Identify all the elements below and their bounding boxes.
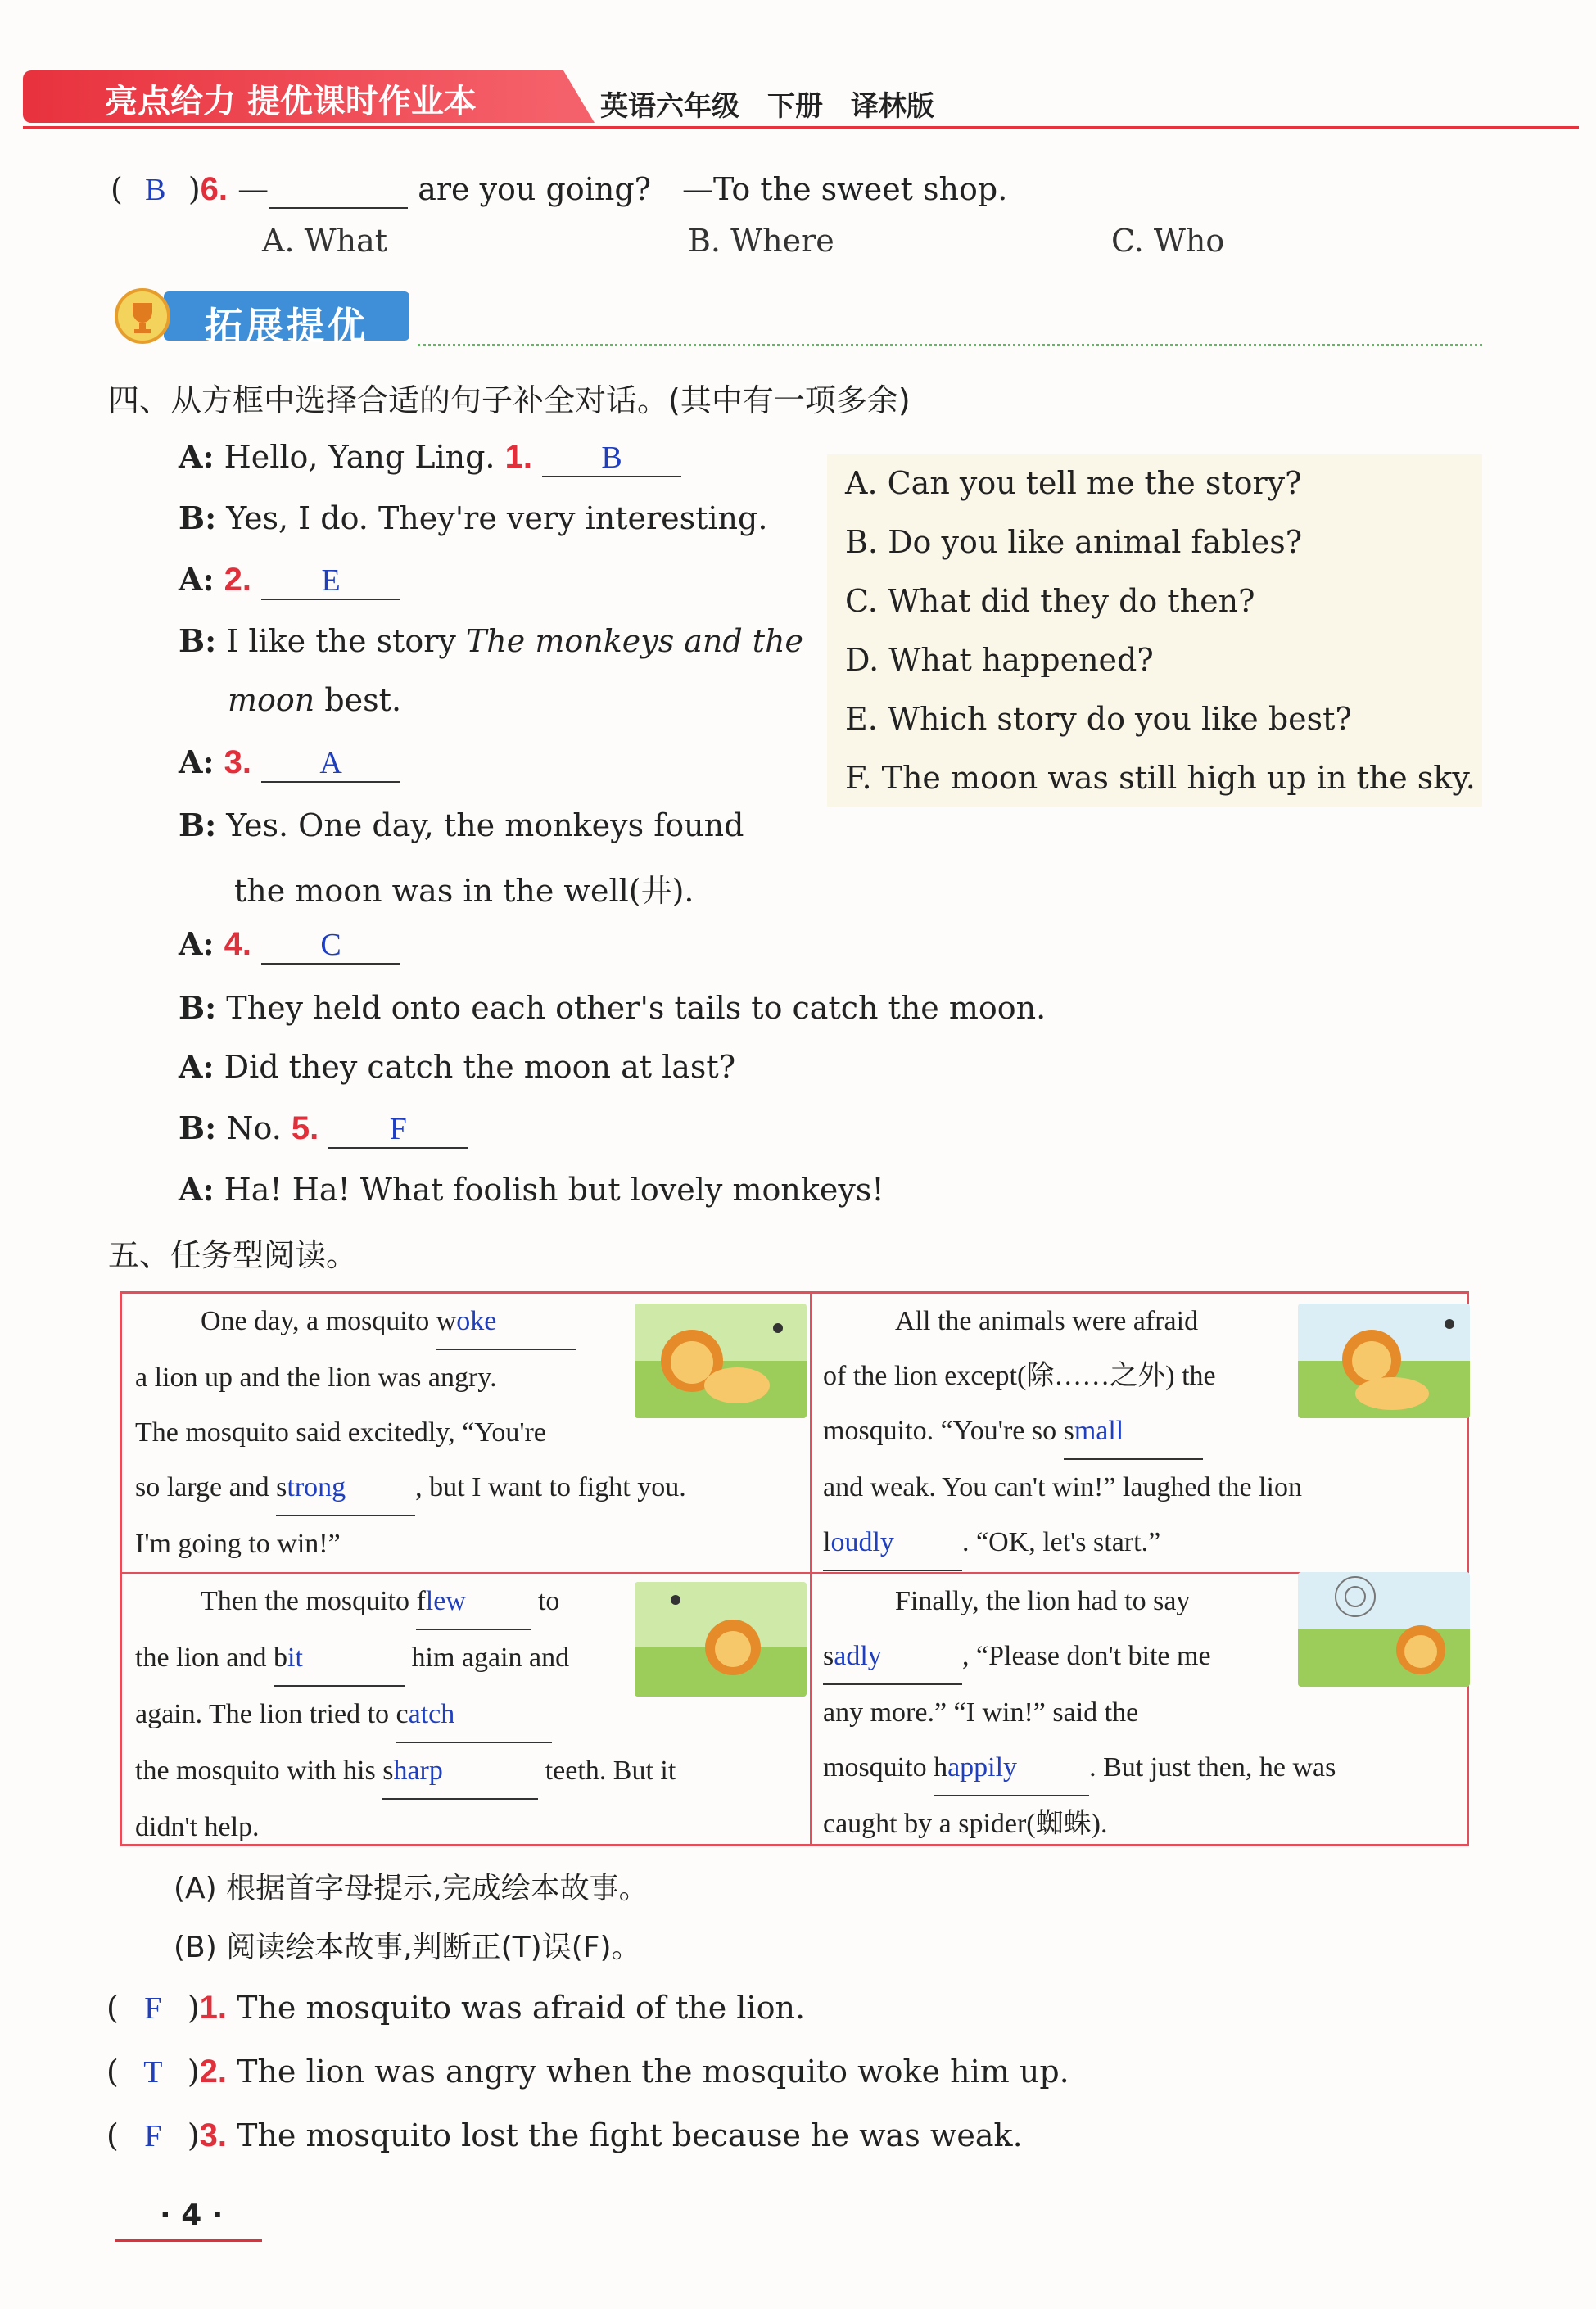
story-title: The monkeys and the bbox=[465, 623, 804, 659]
story-text: mosquito bbox=[823, 1752, 927, 1783]
tf-text: The mosquito lost the fight because he was weak. bbox=[237, 2117, 1023, 2153]
story-answer: trong bbox=[287, 1472, 346, 1502]
header-underline bbox=[23, 126, 1579, 129]
hint-letter: b bbox=[274, 1643, 288, 1673]
table-divider bbox=[810, 1294, 812, 1844]
story-text: , “Please don't bite me bbox=[962, 1641, 1211, 1671]
question-number: 1. bbox=[199, 1990, 228, 2026]
question-6: ( B )6. — are you going? —To the sweet shop. bbox=[111, 171, 1008, 207]
dialogue-text: No. bbox=[226, 1110, 282, 1146]
section-5-heading: 五、任务型阅读。 bbox=[108, 1237, 358, 1273]
story-text: Finally, the lion had to say bbox=[895, 1586, 1191, 1616]
story-text: any more.” “I win!” said the bbox=[823, 1697, 1139, 1728]
answer-blank-5: F bbox=[328, 1111, 468, 1149]
dialogue-line-2 bbox=[179, 499, 767, 536]
dialogue-line-5 bbox=[179, 743, 400, 783]
story-blank bbox=[382, 1743, 538, 1800]
tf-question-2: ( T )2. The lion was angry when the mosquito woke him up. bbox=[106, 2054, 1069, 2090]
q6-option-a: A. What bbox=[262, 223, 388, 259]
story-table bbox=[120, 1291, 1469, 1846]
story-answer: atch bbox=[408, 1699, 455, 1729]
story-answer: mall bbox=[1074, 1416, 1124, 1446]
tf-text: The mosquito was afraid of the lion. bbox=[237, 1990, 806, 2026]
options-box bbox=[827, 454, 1482, 807]
answer-q6: B bbox=[145, 173, 166, 207]
trophy-icon bbox=[115, 288, 170, 344]
story-answer: oke bbox=[456, 1306, 497, 1336]
story-answer: it bbox=[287, 1643, 303, 1673]
speaker: B: bbox=[179, 1109, 217, 1146]
tf-answer: F bbox=[144, 1991, 162, 2026]
dialogue-line-9 bbox=[179, 1048, 735, 1085]
q6-blank bbox=[269, 171, 408, 209]
dialogue-text: Did they catch the moon at last? bbox=[224, 1049, 736, 1085]
story-answer: harp bbox=[393, 1755, 443, 1786]
story-text: teeth. But it bbox=[545, 1755, 676, 1786]
story-text: I'm going to win!” bbox=[135, 1529, 341, 1559]
speaker: A: bbox=[179, 1171, 215, 1208]
blank-number: 2. bbox=[224, 562, 251, 598]
story-text: the mosquito with his bbox=[135, 1755, 376, 1786]
speaker: A: bbox=[179, 438, 215, 475]
dialogue-line-6 bbox=[179, 807, 744, 843]
section-banner bbox=[115, 288, 418, 348]
tf-question-1: ( F )1. The mosquito was afraid of the lion. bbox=[106, 1990, 806, 2026]
hint-letter: s bbox=[1063, 1416, 1074, 1446]
hint-letter: f bbox=[416, 1586, 426, 1616]
header-title: 亮点给力 提优课时作业本 bbox=[105, 83, 477, 120]
speaker: A: bbox=[179, 743, 215, 780]
story-blank bbox=[274, 1630, 405, 1687]
option-c: C. What did they do then? bbox=[845, 583, 1255, 619]
dialogue-text: Yes. One day, the monkeys found bbox=[226, 807, 744, 843]
question-number: 3. bbox=[199, 2117, 228, 2153]
option-d: D. What happened? bbox=[845, 642, 1154, 678]
dialogue-line-7 bbox=[179, 925, 400, 965]
hint-letter: w bbox=[436, 1306, 457, 1336]
dialogue-line-3 bbox=[179, 561, 400, 600]
task-b-instruction: (B) 阅读绘本故事,判断正(T)误(F)。 bbox=[174, 1931, 641, 1964]
hint-letter: c bbox=[396, 1699, 409, 1729]
page-header bbox=[23, 64, 1579, 128]
story-text: One day, a mosquito bbox=[201, 1306, 430, 1336]
story-text: to bbox=[537, 1586, 560, 1616]
story-blank bbox=[436, 1294, 576, 1350]
dialogue-line-10 bbox=[179, 1109, 468, 1149]
story-text: so large and bbox=[135, 1472, 269, 1502]
story-blank bbox=[823, 1629, 962, 1685]
answer-blank-3: A bbox=[261, 745, 400, 783]
story-blank bbox=[416, 1574, 531, 1630]
dialogue-text: Ha! Ha! What foolish but lovely monkeys! bbox=[224, 1172, 884, 1208]
question-number: 2. bbox=[199, 2054, 228, 2090]
dialogue-line-1 bbox=[179, 438, 681, 477]
story-text: and weak. You can't win!” laughed the lion bbox=[823, 1472, 1302, 1502]
dialogue-text: They held onto each other's tails to catch the moon. bbox=[226, 990, 1047, 1026]
speaker: A: bbox=[179, 1048, 215, 1085]
hint-letter: s bbox=[823, 1641, 834, 1671]
tf-answer: F bbox=[144, 2119, 162, 2153]
q6-option-c: C. Who bbox=[1111, 223, 1225, 259]
spider-web-illustration bbox=[1298, 1572, 1470, 1687]
dialogue-line-6b: the moon was in the well(井). bbox=[234, 873, 694, 909]
story-text: didn't help. bbox=[135, 1812, 260, 1842]
blank-number: 4. bbox=[224, 926, 251, 962]
tf-question-3: ( F )3. The mosquito lost the fight because he was weak. bbox=[106, 2117, 1023, 2153]
story-text: , but I want to fight you. bbox=[415, 1472, 686, 1502]
blank-number: 5. bbox=[291, 1110, 319, 1146]
answer-blank-1: B bbox=[542, 440, 681, 477]
dialogue-text: best. bbox=[324, 682, 402, 718]
story-blank bbox=[276, 1460, 415, 1516]
story-text: . “OK, let's start.” bbox=[962, 1527, 1161, 1557]
q6-text: are you going? —To the sweet shop. bbox=[418, 171, 1008, 207]
story-text: a lion up and the lion was angry. bbox=[135, 1362, 497, 1393]
q6-dash: — bbox=[237, 171, 269, 207]
story-text: The mosquito said excitedly, “You're bbox=[135, 1417, 546, 1448]
story-title: moon bbox=[228, 682, 315, 718]
speaker: B: bbox=[179, 622, 217, 659]
story-answer: adly bbox=[834, 1641, 882, 1671]
story-answer: lew bbox=[425, 1586, 466, 1616]
answer-blank-2: E bbox=[261, 563, 400, 600]
story-text: the lion and bbox=[135, 1643, 267, 1673]
story-answer: appily bbox=[947, 1752, 1018, 1783]
story-answer: oudly bbox=[830, 1527, 894, 1557]
story-text: him again and bbox=[411, 1643, 570, 1673]
banner-title: 拓展提优 bbox=[205, 304, 368, 348]
hint-letter: h bbox=[934, 1752, 948, 1783]
story-blank bbox=[1064, 1403, 1203, 1460]
story-text: All the animals were afraid bbox=[895, 1306, 1199, 1336]
option-b: B. Do you like animal fables? bbox=[845, 524, 1303, 560]
story-blank bbox=[396, 1687, 552, 1743]
lion-laughing-illustration bbox=[1298, 1304, 1470, 1418]
banner-divider bbox=[418, 344, 1482, 346]
dialogue-line-4 bbox=[179, 622, 803, 659]
speaker: B: bbox=[179, 807, 217, 843]
story-text: caught by a spider(蜘蛛). bbox=[823, 1809, 1108, 1839]
blank-number: 3. bbox=[224, 744, 251, 780]
dialogue-text: I like the story bbox=[226, 623, 456, 659]
dialogue-text: Yes, I do. They're very interesting. bbox=[226, 500, 768, 536]
option-e: E. Which story do you like best? bbox=[845, 701, 1352, 737]
dialogue-line-4b bbox=[228, 682, 401, 718]
task-a-instruction: (A) 根据首字母提示,完成绘本故事。 bbox=[174, 1872, 649, 1905]
option-f: F. The moon was still high up in the sky. bbox=[845, 760, 1476, 796]
page-number: · 4 · bbox=[160, 2198, 224, 2232]
story-blank bbox=[934, 1740, 1089, 1796]
speaker: A: bbox=[179, 925, 215, 962]
option-a: A. Can you tell me the story? bbox=[845, 465, 1302, 501]
tf-answer: T bbox=[143, 2055, 163, 2090]
hint-letter: s bbox=[276, 1472, 287, 1502]
dialogue-line-11 bbox=[179, 1171, 884, 1208]
hint-letter: l bbox=[823, 1527, 831, 1557]
blank-number: 1. bbox=[504, 439, 532, 475]
answer-blank-4: C bbox=[261, 927, 400, 965]
story-text: . But just then, he was bbox=[1089, 1752, 1336, 1783]
speaker: B: bbox=[179, 499, 217, 536]
speaker: A: bbox=[179, 561, 215, 598]
lion-mosquito-illustration bbox=[635, 1304, 807, 1418]
tf-text: The lion was angry when the mosquito woke him up. bbox=[237, 2054, 1069, 2090]
story-text: again. The lion tried to bbox=[135, 1699, 390, 1729]
story-text: mosquito. “You're so bbox=[823, 1416, 1057, 1446]
lion-bitten-illustration bbox=[635, 1582, 807, 1697]
hint-letter: s bbox=[382, 1755, 394, 1786]
question-number: 6. bbox=[200, 171, 228, 207]
q6-option-b: B. Where bbox=[688, 223, 834, 259]
footer-line bbox=[115, 2239, 262, 2242]
story-blank bbox=[823, 1515, 962, 1571]
dialogue-line-8 bbox=[179, 989, 1046, 1026]
story-text: Then the mosquito bbox=[201, 1586, 409, 1616]
section-4-heading: 四、从方框中选择合适的句子补全对话。(其中有一项多余) bbox=[108, 382, 911, 418]
header-subtitle: 英语六年级 下册 译林版 bbox=[600, 90, 934, 123]
speaker: B: bbox=[179, 989, 217, 1026]
story-text: of the lion except(除……之外) the bbox=[823, 1361, 1216, 1391]
dialogue-text: Hello, Yang Ling. bbox=[224, 439, 495, 475]
